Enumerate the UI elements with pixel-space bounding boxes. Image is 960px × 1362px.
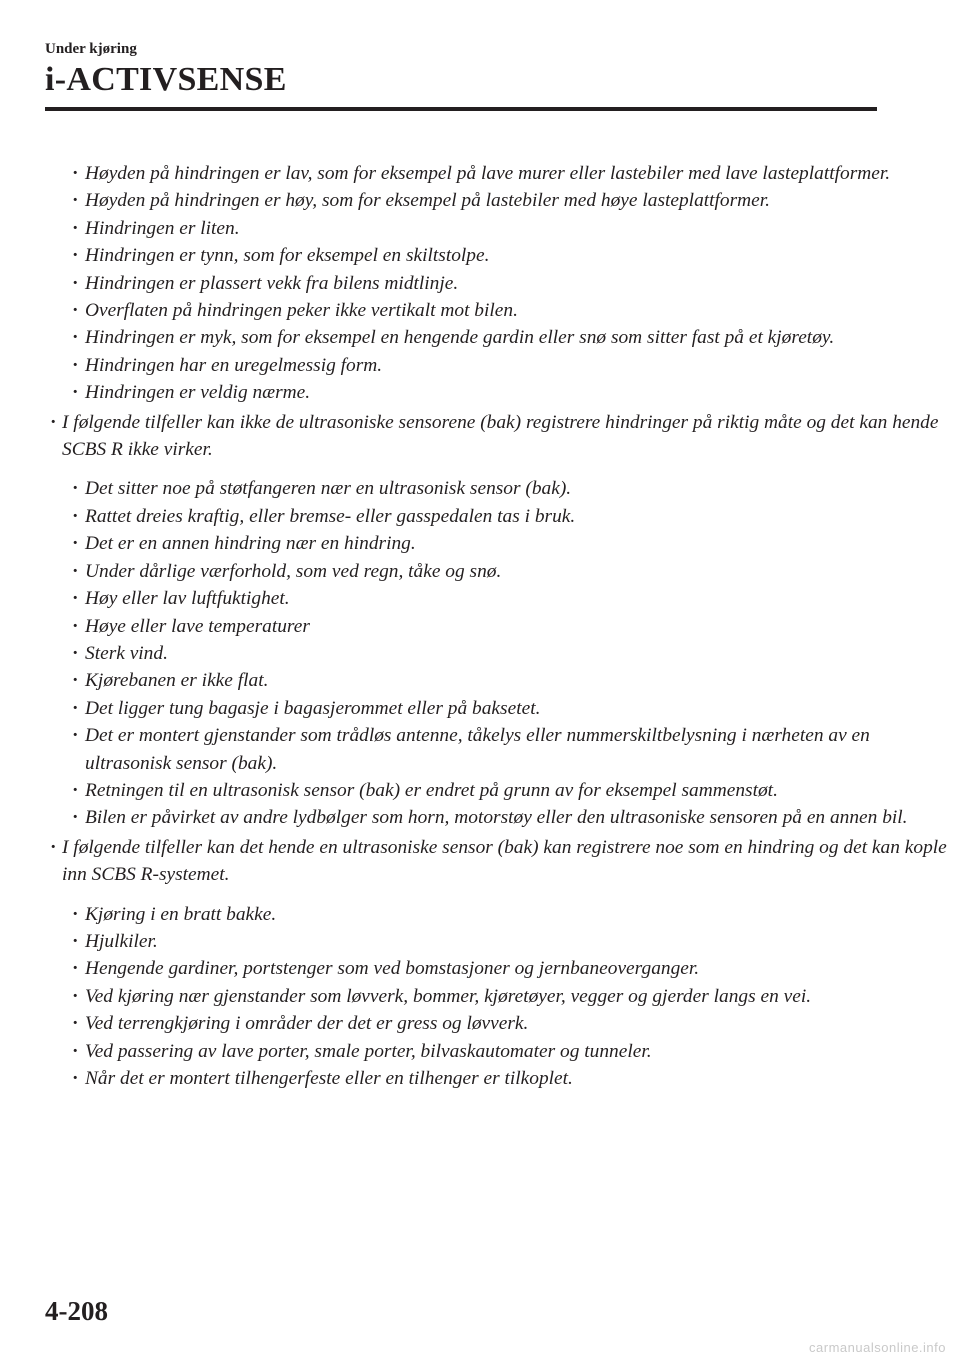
group-items: [62, 901, 960, 1093]
page-content: [0, 160, 960, 1092]
group-items: [62, 475, 960, 831]
group-text: · I følgende tilfeller kan det hende en ultrasoniske sensor (bak) kan registrere noe som en hindring og det kan kople inn SCBS R-systemet.: [62, 836, 947, 886]
condition-group: [0, 834, 960, 1093]
list-item: · Hindringen er liten.: [0, 215, 960, 242]
list-item: · Det sitter noe på støtfangeren nær en ultrasonisk sensor (bak).: [0, 475, 960, 502]
header-rule: [45, 107, 877, 111]
list-item: · Høye eller lave temperaturer: [0, 613, 960, 640]
footer-watermark: carmanualsonline.info: [809, 1340, 946, 1355]
list-item: · Bilen er påvirket av andre lydbølger som horn, motorstøy eller den ultrasoniske sensoren på en annen bil.: [0, 804, 960, 831]
list-item: · Ved passering av lave porter, smale porter, bilvaskautomater og tunneler.: [0, 1038, 960, 1065]
list-item: · Ved kjøring nær gjenstander som løvverk, bommer, kjøretøyer, vegger og gjerder langs en vei.: [0, 983, 960, 1010]
list-item: · Det er montert gjenstander som trådløs antenne, tåkelys eller nummerskiltbelysning i nærheten av en ultrasonisk sensor (bak).: [0, 722, 960, 777]
list-item: · Hindringen er plassert vekk fra bilens midtlinje.: [0, 270, 960, 297]
list-item: · Retningen til en ultrasonisk sensor (bak) er endret på grunn av for eksempel sammenstøt.: [0, 777, 960, 804]
list-item: · Rattet dreies kraftig, eller bremse- eller gasspedalen tas i bruk.: [0, 503, 960, 530]
list-item: · Når det er montert tilhengerfeste eller en tilhenger er tilkoplet.: [0, 1065, 960, 1092]
intro-list: [0, 160, 960, 407]
page-number: 4-208: [45, 1296, 108, 1326]
list-item: · Kjøring i en bratt bakke.: [0, 901, 960, 928]
list-item: · Under dårlige værforhold, som ved regn, tåke og snø.: [0, 558, 960, 585]
list-item: · Sterk vind.: [0, 640, 960, 667]
list-item: · Kjørebanen er ikke flat.: [0, 667, 960, 694]
list-item: · Hindringen er veldig nærme.: [0, 379, 960, 406]
section-label: Under kjøring: [45, 41, 137, 57]
list-item: · Hindringen har en uregelmessig form.: [0, 352, 960, 379]
condition-group: [0, 409, 960, 832]
condition-groups: [0, 409, 960, 1093]
list-item: · Ved terrengkjøring i områder der det er gress og løvverk.: [0, 1010, 960, 1037]
list-item: · Hindringen er myk, som for eksempel en hengende gardin eller snø som sitter fast på et kjøretøy.: [0, 324, 960, 351]
list-item: · Høyden på hindringen er lav, som for eksempel på lave murer eller lastebiler med lave lasteplattformer.: [0, 160, 960, 187]
list-item: · Hjulkiler.: [0, 928, 960, 955]
list-item: · Høy eller lav luftfuktighet.: [0, 585, 960, 612]
list-item: · Hengende gardiner, portstenger som ved bomstasjoner og jernbaneoverganger.: [0, 955, 960, 982]
list-item: · Det er en annen hindring nær en hindring.: [0, 530, 960, 557]
page-title: i-ACTIVSENSE: [45, 61, 287, 98]
page-header: [45, 40, 877, 100]
group-text: · I følgende tilfeller kan ikke de ultrasoniske sensorene (bak) registrere hindringer på riktig måte og det kan hende SCBS R ikke virker.: [62, 411, 939, 461]
list-item: · Overflaten på hindringen peker ikke vertikalt mot bilen.: [0, 297, 960, 324]
list-item: · Hindringen er tynn, som for eksempel en skiltstolpe.: [0, 242, 960, 269]
list-item: · Høyden på hindringen er høy, som for eksempel på lastebiler med høye lasteplattformer.: [0, 187, 960, 214]
list-item: · Det ligger tung bagasje i bagasjerommet eller på baksetet.: [0, 695, 960, 722]
